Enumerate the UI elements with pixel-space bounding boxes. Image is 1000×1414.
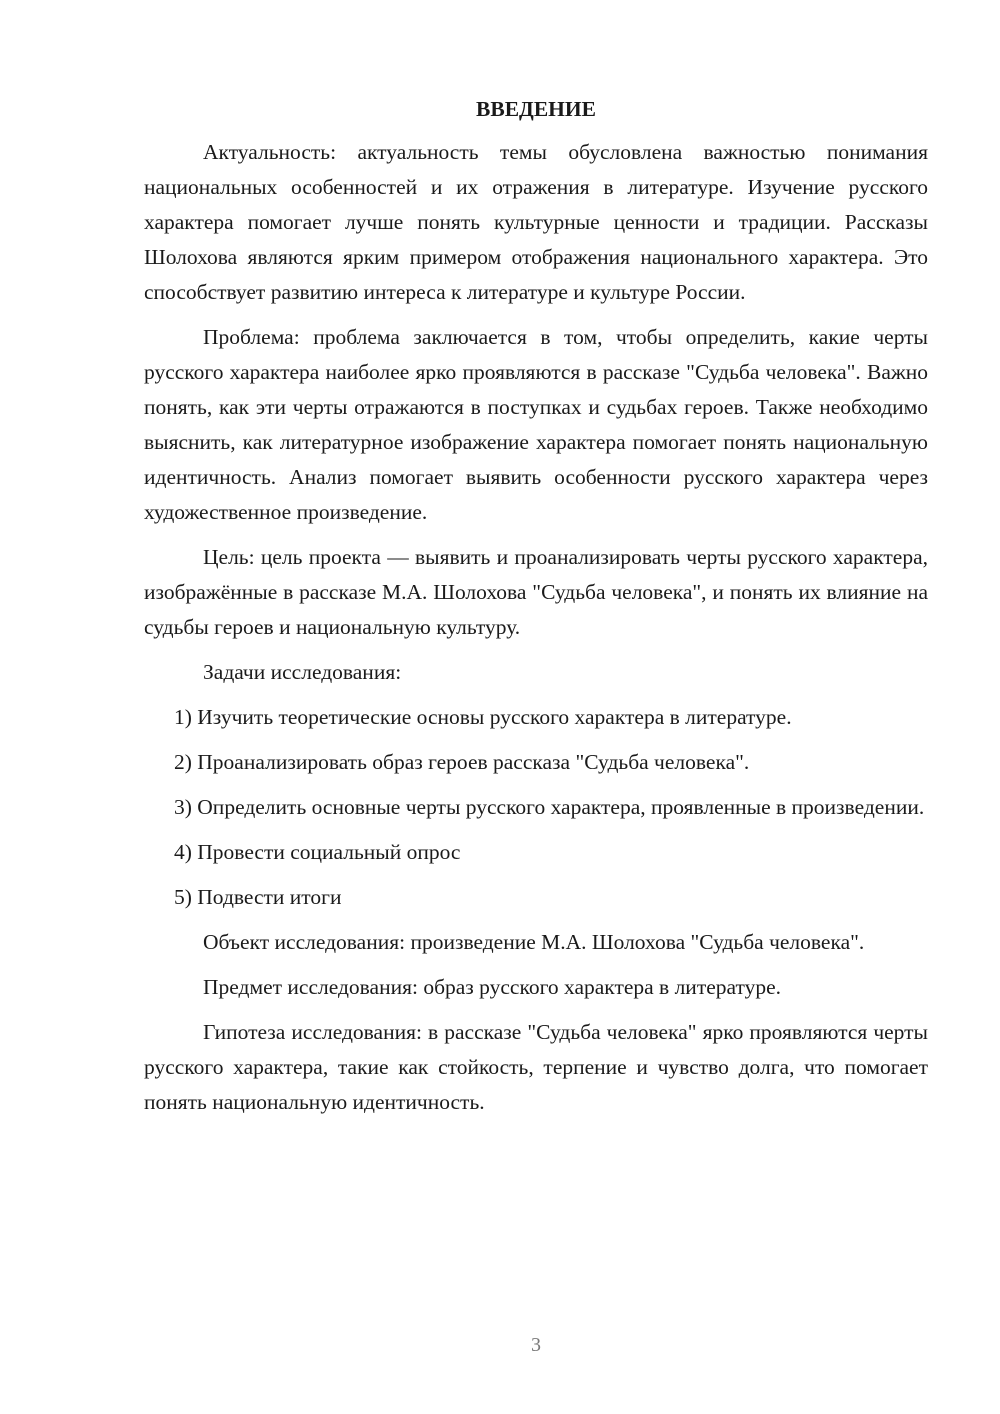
page-content (144, 92, 928, 1130)
page-number: 3 (531, 1334, 541, 1356)
task-item: 4) Провести социальный опрос (174, 840, 461, 864)
task-item: 2) Проанализировать образ героев рассказа "Судьба человека". (174, 750, 750, 774)
task-item: 5) Подвести итоги (174, 885, 342, 909)
task-item: 3) Определить основные черты русского характера, проявленные в произведении. (174, 795, 925, 819)
section-heading: ВВЕДЕНИЕ (476, 97, 596, 121)
goal-paragraph: Цель: цель проекта — выявить и проанализировать черты русского характера, изображённые в рассказе М.А. Шолохова "Судьба человека", и понять их влияние на судьбы героев и национальную культуру. (144, 545, 928, 639)
subject-paragraph: Предмет исследования: образ русского характера в литературе. (203, 975, 782, 999)
tasks-list (144, 700, 928, 915)
problem-paragraph: Проблема: проблема заключается в том, чтобы определить, какие черты русского характера наиболее ярко проявляются в рассказе "Судьба человека". Важно понять, как эти черты отражаются в поступках и судьбах героев. Также необходимо выяснить, как литературное изображение характера помогает понять национальную идентичность. Анализ помогает выявить особенности русского характера через художественное произведение. (144, 325, 928, 524)
task-item: 1) Изучить теоретические основы русского характера в литературе. (174, 705, 792, 729)
object-paragraph: Объект исследования: произведение М.А. Шолохова "Судьба человека". (203, 930, 865, 954)
tasks-title: Задачи исследования: (203, 660, 402, 684)
relevance-paragraph: Актуальность: актуальность темы обусловлена важностью понимания национальных особенностей и их отражения в литературе. Изучение русского характера помогает лучше понять культурные ценности и традиции. Рассказы Шолохова являются ярким примером отображения национального характера. Это способствует развитию интереса к литературе и культуре России. (144, 140, 928, 304)
hypothesis-paragraph: Гипотеза исследования: в рассказе "Судьба человека" ярко проявляются черты русского характера, такие как стойкость, терпение и чувство долга, что помогает понять национальную идентичность. (144, 1020, 928, 1114)
